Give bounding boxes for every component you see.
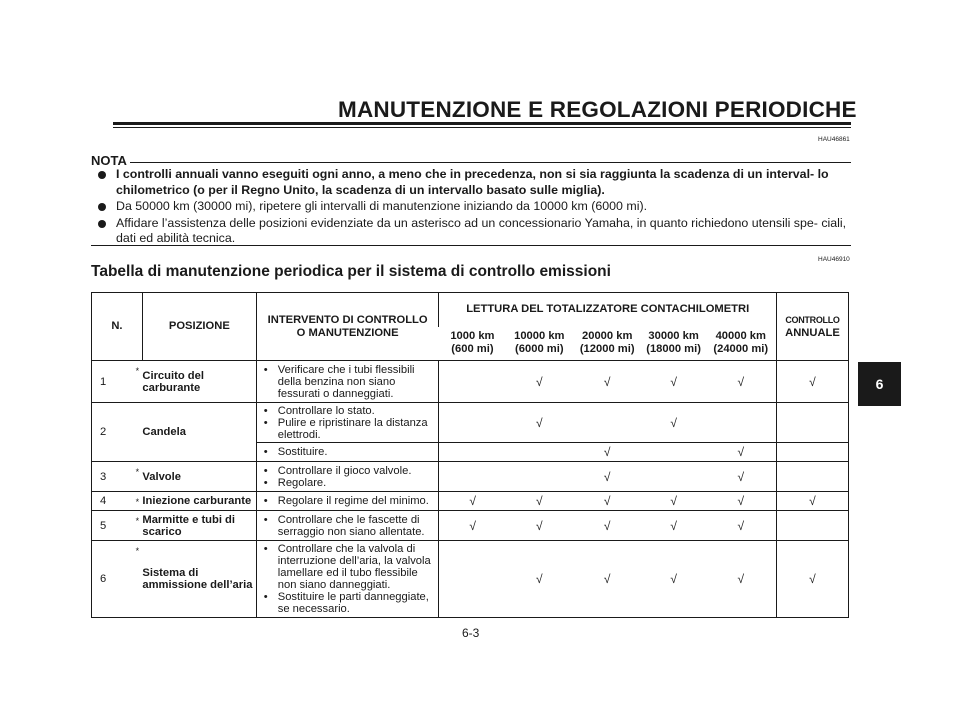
col-header-interval xyxy=(642,327,706,361)
check-cell: √ xyxy=(706,443,777,462)
bullet-icon: • xyxy=(263,416,268,429)
action-item xyxy=(257,417,439,441)
action-text: Sostituire le parti danneggiate, se necessario. xyxy=(277,591,429,615)
action-item xyxy=(257,495,439,507)
asterisk-mark xyxy=(132,403,142,462)
row-position: Marmitte e tubi di scarico xyxy=(142,511,256,541)
check-cell: √ xyxy=(706,492,777,511)
bullet-icon: • xyxy=(263,591,268,603)
action-text: Sostituire. xyxy=(277,446,328,458)
header-line: INTERVENTO DI CONTROLLO xyxy=(267,313,428,326)
note-label: NOTA xyxy=(91,153,127,168)
action-item xyxy=(257,446,439,458)
interval-mi: (600 mi) xyxy=(451,343,494,356)
row-position: Valvole xyxy=(142,462,256,492)
row-actions xyxy=(256,462,439,492)
asterisk-mark: * xyxy=(132,462,142,492)
action-item xyxy=(257,477,439,489)
check-cell xyxy=(439,541,506,618)
row-actions xyxy=(256,541,439,618)
row-number: 5 xyxy=(92,511,133,541)
row-actions xyxy=(256,403,439,443)
row-position: Candela xyxy=(142,403,256,462)
row-number: 1 xyxy=(92,361,133,403)
action-text: Controllare il gioco valvole. xyxy=(277,464,412,477)
check-cell xyxy=(506,443,573,462)
check-cell xyxy=(439,403,506,443)
interval-km: 10000 km xyxy=(514,330,565,343)
bullet-icon: • xyxy=(263,404,268,417)
note-text: I controlli annuali vanno eseguiti ogni anno, a meno che in precedenza, non si sia raggiunta la scadenza di un interval- lo chilometrico (o per il Regno Unito, la scadenza di un intervallo basato sulle miglia). xyxy=(116,167,829,197)
check-cell: √ xyxy=(642,541,706,618)
col-header-position: POSIZIONE xyxy=(142,293,256,361)
action-text: Controllare che la valvola di interruzione dell’aria, la valvola lamellare ed il tubo flessibile non siano danneggiati. xyxy=(277,543,431,591)
action-text: Verificare che i tubi flessibili della benzina non siano fessurati o danneggiati. xyxy=(277,363,415,400)
check-cell: √ xyxy=(642,361,706,403)
row-number: 3 xyxy=(92,462,133,492)
header-line: ANNUALE xyxy=(785,326,840,339)
note-text: Da 50000 km (30000 mi), ripetere gli intervalli di manutenzione iniziando da 10000 km (6000 mi). xyxy=(116,199,648,213)
bullet-icon: • xyxy=(263,446,268,458)
bullet-icon: • xyxy=(263,464,268,477)
row-number: 2 xyxy=(92,403,133,462)
action-item xyxy=(257,514,439,538)
col-header-intervention xyxy=(256,293,439,361)
note-item xyxy=(91,199,856,215)
interval-mi: (18000 mi) xyxy=(646,343,701,356)
table-row xyxy=(92,492,849,511)
check-cell: √ xyxy=(506,361,573,403)
asterisk-mark: * xyxy=(132,492,142,511)
bullet-icon xyxy=(98,171,106,179)
interval-mi: (6000 mi) xyxy=(515,343,564,356)
row-number: 4 xyxy=(92,492,133,511)
check-cell: √ xyxy=(573,492,642,511)
bullet-icon: • xyxy=(263,495,268,507)
check-cell xyxy=(642,462,706,492)
check-cell: √ xyxy=(573,462,642,492)
check-cell: √ xyxy=(706,541,777,618)
page-number: 6-3 xyxy=(462,626,480,640)
col-header-interval xyxy=(506,327,573,361)
col-header-odometer: LETTURA DEL TOTALIZZATORE CONTACHILOMETRI xyxy=(439,293,776,327)
check-cell xyxy=(506,462,573,492)
title-rule xyxy=(113,122,851,125)
check-cell: √ xyxy=(706,361,777,403)
check-cell xyxy=(776,511,848,541)
bullet-icon xyxy=(98,203,106,211)
bullet-icon: • xyxy=(263,543,268,555)
page-title: MANUTENZIONE E REGOLAZIONI PERIODICHE xyxy=(338,97,857,122)
maintenance-table xyxy=(91,292,849,618)
check-cell: √ xyxy=(776,361,848,403)
bullet-icon: • xyxy=(263,476,268,489)
action-text: Regolare il regime del minimo. xyxy=(277,495,429,507)
col-header-interval xyxy=(439,327,506,361)
asterisk-mark: * xyxy=(132,511,142,541)
action-item xyxy=(257,591,439,615)
row-actions xyxy=(256,492,439,511)
note-text: Affidare l’assistenza delle posizioni evidenziate da un asterisco ad un concessionario Yamaha, in quanto richiedono utensili spe- ciali, dati ed abilità tecnica. xyxy=(116,215,847,245)
check-cell xyxy=(439,361,506,403)
table-row xyxy=(92,541,849,618)
check-cell xyxy=(776,443,848,462)
interval-mi: (24000 mi) xyxy=(713,343,769,356)
reference-code: HAU46861 xyxy=(818,136,850,143)
table-row xyxy=(92,361,849,403)
bullet-icon: • xyxy=(263,513,268,526)
col-header-interval xyxy=(706,327,777,361)
check-cell xyxy=(573,403,642,443)
check-cell: √ xyxy=(706,511,777,541)
check-cell: √ xyxy=(776,541,848,618)
row-position: Circuito del carburante xyxy=(142,361,256,403)
row-actions xyxy=(256,443,439,462)
check-cell xyxy=(439,443,506,462)
action-text: Controllare che le fascette di serraggio non siano allentate. xyxy=(277,513,425,538)
row-actions xyxy=(256,511,439,541)
bullet-icon xyxy=(98,220,106,228)
header-line: O MANUTENZIONE xyxy=(296,326,399,339)
check-cell xyxy=(642,443,706,462)
notes-list xyxy=(91,167,856,248)
reference-code: HAU46910 xyxy=(818,256,850,263)
title-rule-thin xyxy=(113,127,851,128)
check-cell xyxy=(439,462,506,492)
action-item xyxy=(257,543,439,591)
action-text: Controllare lo stato. xyxy=(277,404,375,417)
row-number: 6 xyxy=(92,541,133,618)
check-cell: √ xyxy=(573,511,642,541)
action-item xyxy=(257,465,439,477)
check-cell: √ xyxy=(506,403,573,443)
check-cell: √ xyxy=(573,443,642,462)
section-title: Tabella di manutenzione periodica per il sistema di controllo emissioni xyxy=(91,263,611,280)
note-item xyxy=(91,216,856,247)
check-cell: √ xyxy=(506,492,573,511)
check-cell: √ xyxy=(506,511,573,541)
check-cell: √ xyxy=(573,361,642,403)
action-item xyxy=(257,364,439,400)
check-cell xyxy=(776,462,848,492)
check-cell: √ xyxy=(776,492,848,511)
interval-km: 40000 km xyxy=(715,330,766,343)
interval-mi: (12000 mi) xyxy=(579,343,635,356)
interval-km: 20000 km xyxy=(582,330,633,343)
row-actions xyxy=(256,361,439,403)
note-item xyxy=(91,167,856,198)
row-position: Iniezione carburante xyxy=(142,492,256,511)
interval-km: 1000 km xyxy=(450,330,495,343)
check-cell: √ xyxy=(439,492,506,511)
check-cell: √ xyxy=(573,541,642,618)
check-cell xyxy=(776,403,848,443)
header-line: CONTROLLO xyxy=(785,314,840,325)
chapter-tab: 6 xyxy=(858,362,901,406)
asterisk-mark: * xyxy=(132,361,142,403)
interval-km: 30000 km xyxy=(648,330,699,343)
asterisk-mark: * xyxy=(132,541,142,618)
col-header-annual xyxy=(776,293,848,361)
col-header-interval xyxy=(573,327,642,361)
note-end-rule xyxy=(91,245,851,246)
check-cell: √ xyxy=(642,492,706,511)
check-cell: √ xyxy=(439,511,506,541)
bullet-icon: • xyxy=(263,363,268,376)
check-cell: √ xyxy=(642,403,706,443)
check-cell: √ xyxy=(642,511,706,541)
action-text: Regolare. xyxy=(277,476,327,489)
check-cell: √ xyxy=(706,462,777,492)
check-cell: √ xyxy=(506,541,573,618)
col-header-n: N. xyxy=(92,293,143,361)
action-item xyxy=(257,405,439,417)
check-cell xyxy=(706,403,777,443)
table-row xyxy=(92,403,849,443)
row-position: Sistema di ammissione dell’aria xyxy=(142,541,256,618)
action-text: Pulire e ripristinare la distanza elettrodi. xyxy=(277,416,428,441)
table-row xyxy=(92,462,849,492)
note-rule xyxy=(130,162,851,163)
table-row xyxy=(92,511,849,541)
